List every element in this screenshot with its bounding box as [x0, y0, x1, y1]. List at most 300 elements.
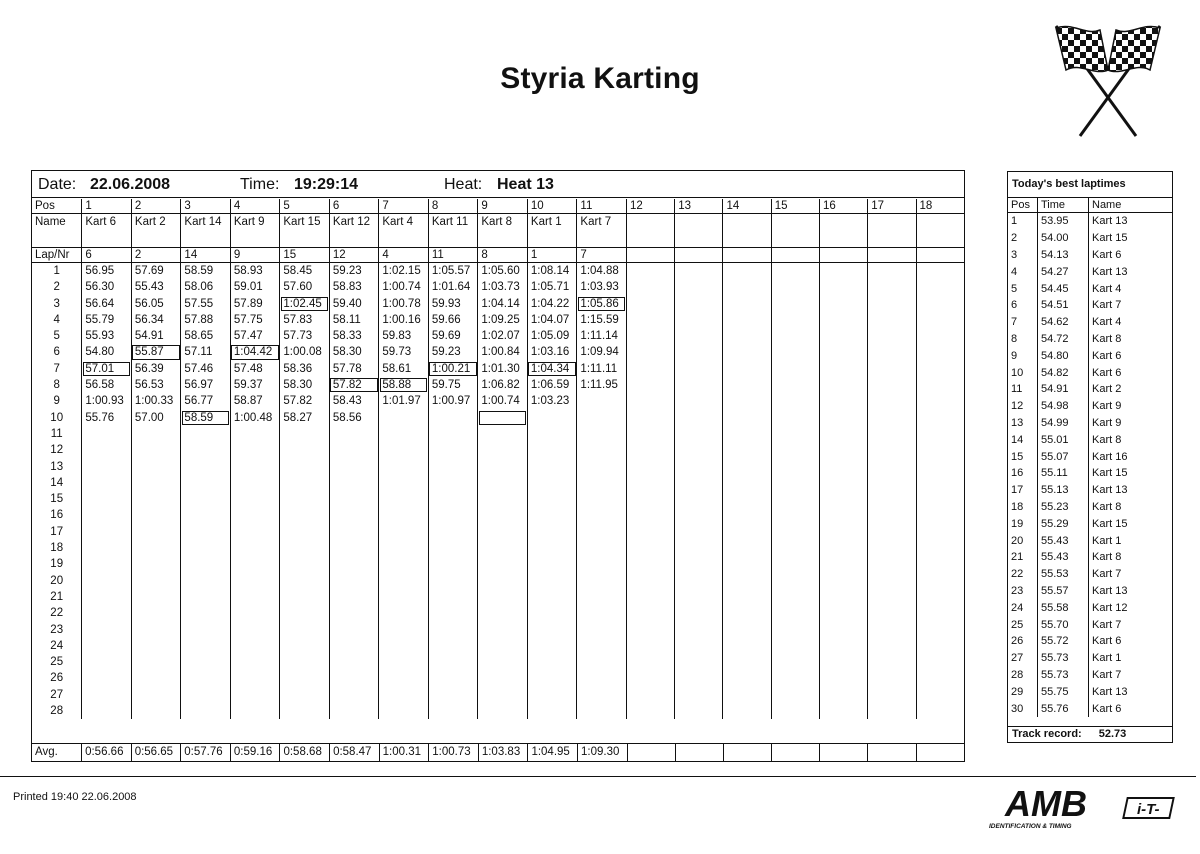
lap-number: 6	[53, 346, 60, 359]
heat-value: Heat 13	[497, 176, 554, 193]
best-lap-time: 55.72	[1038, 633, 1089, 650]
lap-row	[32, 263, 964, 280]
lap-time-cell	[379, 687, 429, 703]
lap-time-cell	[820, 410, 868, 426]
lap-time-cell: 1:00.93	[82, 393, 132, 409]
lap-time-cell	[820, 361, 868, 377]
best-lap-row	[1008, 566, 1172, 583]
avg-cell	[675, 744, 723, 761]
lap-time-cell: 56.58	[82, 377, 132, 393]
best-lap-name: Kart 8	[1092, 433, 1122, 446]
lap-time-cell: 58.11	[329, 312, 378, 328]
best-lap-pos: 11	[1011, 383, 1023, 396]
best-lap-row	[1008, 633, 1172, 650]
lap-time-cell	[577, 540, 627, 556]
lap-time-cell: 55.43	[131, 279, 181, 295]
lap-time-cell	[329, 670, 378, 686]
lap-time-cell	[675, 312, 723, 328]
best-lap-time: 55.70	[1038, 616, 1089, 633]
best-lap-time: 55.58	[1038, 599, 1089, 616]
best-lap-row	[1008, 213, 1172, 230]
best-lap-name: Kart 15	[1092, 517, 1128, 530]
lap-time-cell	[577, 638, 627, 654]
lap-time-cell	[329, 622, 378, 638]
lap-time-cell: 1:00.84	[478, 344, 528, 360]
best-laptimes-table	[1008, 198, 1172, 717]
lap-time-cell	[626, 491, 674, 507]
lap-time-cell	[478, 605, 528, 621]
lap-time-cell	[626, 703, 674, 719]
best-lap-pos: 19	[1011, 517, 1024, 530]
lap-time-cell: 57.00	[131, 410, 181, 426]
lap-time-cell	[82, 556, 132, 572]
lap-time-cell	[626, 556, 674, 572]
best-lap-name: Kart 8	[1092, 332, 1122, 345]
best-lap-time-cell: 1:04.42	[230, 344, 280, 360]
lap-time-cell	[916, 410, 964, 426]
lap-time-cell: 1:00.78	[379, 296, 429, 312]
best-lap-name: Kart 6	[1092, 248, 1122, 261]
lap-time-cell: 1:04.14	[478, 296, 528, 312]
lap-row	[32, 589, 964, 605]
lap-row	[32, 328, 964, 344]
lap-time-cell	[379, 589, 429, 605]
lap-time-cell: 57.55	[181, 296, 230, 312]
lap-time-cell	[868, 344, 916, 360]
best-lap-row	[1008, 532, 1172, 549]
lap-time-cell	[771, 426, 819, 442]
lap-time-cell	[820, 377, 868, 393]
position-cell: 16	[820, 199, 868, 214]
best-lap-time: 53.95	[1038, 213, 1089, 230]
best-lap-name: Kart 7	[1092, 568, 1122, 581]
lap-time-cell	[230, 670, 280, 686]
lap-time-cell	[771, 263, 819, 280]
lap-time-cell	[723, 475, 771, 491]
lap-time-cell	[820, 670, 868, 686]
kart-name-row	[32, 214, 964, 248]
lap-row	[32, 475, 964, 491]
lap-time-cell	[771, 442, 819, 458]
lap-time-cell	[181, 589, 230, 605]
lap-time-cell: 58.59	[181, 263, 230, 280]
lap-time-cell	[577, 703, 627, 719]
kart-number-cell	[771, 248, 819, 263]
lap-time-cell: 57.88	[181, 312, 230, 328]
lap-time-cell	[131, 670, 181, 686]
lap-time-cell	[820, 475, 868, 491]
lap-time-cell	[577, 393, 627, 409]
lap-time-cell	[868, 703, 916, 719]
lap-time-cell	[916, 263, 964, 280]
best-lap-row	[1008, 465, 1172, 482]
lap-time-cell: 57.11	[181, 344, 230, 360]
kart-name-cell	[675, 214, 723, 248]
lap-time-cell: 57.78	[329, 361, 378, 377]
lap-time-cell	[820, 638, 868, 654]
lap-time-cell	[820, 524, 868, 540]
lap-time-cell	[675, 442, 723, 458]
lap-time-cell	[723, 328, 771, 344]
lap-time-cell	[131, 491, 181, 507]
lap-row	[32, 410, 964, 426]
lap-time-cell	[820, 556, 868, 572]
lap-time-cell	[280, 589, 330, 605]
lap-number: 22	[50, 607, 64, 620]
lap-time-cell	[771, 524, 819, 540]
lap-time-cell	[626, 507, 674, 523]
kart-number-cell: 11	[428, 248, 478, 263]
lap-time-cell	[280, 507, 330, 523]
best-lap-pos: 10	[1011, 366, 1024, 379]
time-label: Time:	[240, 176, 280, 193]
lap-time-cell: 1:05.57	[428, 263, 478, 280]
lap-time-cell	[626, 540, 674, 556]
lap-time-cell	[626, 687, 674, 703]
lap-time-cell: 59.83	[379, 328, 429, 344]
best-lap-time-cell: 58.88	[379, 377, 429, 393]
position-cell: 7	[379, 199, 429, 214]
lap-time-cell	[230, 573, 280, 589]
best-lap-row	[1008, 583, 1172, 600]
lap-row	[32, 556, 964, 572]
lap-time-cell: 58.30	[329, 344, 378, 360]
lap-time-cell: 1:03.93	[577, 279, 627, 295]
lap-time-cell: 1:11.11	[577, 361, 627, 377]
position-row	[32, 199, 964, 214]
lap-times-table	[32, 199, 964, 719]
lap-time-cell	[428, 442, 478, 458]
lap-time-cell	[820, 654, 868, 670]
lap-time-cell: 58.43	[329, 393, 378, 409]
heat-header	[32, 171, 964, 198]
lap-time-cell: 57.89	[230, 296, 280, 312]
lap-time-cell	[771, 703, 819, 719]
lap-row	[32, 426, 964, 442]
lap-time-cell	[868, 524, 916, 540]
best-lap-time: 55.76	[1038, 700, 1089, 717]
lap-time-cell	[626, 279, 674, 295]
lap-time-cell	[577, 670, 627, 686]
lap-time-cell	[820, 687, 868, 703]
kart-number-cell	[723, 248, 771, 263]
lap-time-cell	[428, 703, 478, 719]
kart-name-cell: Kart 8	[478, 214, 528, 248]
avg-cell	[627, 744, 675, 761]
date-label: Date:	[38, 176, 77, 193]
best-lap-pos: 26	[1011, 635, 1024, 648]
kart-name-cell: Kart 7	[577, 214, 627, 248]
best-lap-time: 54.00	[1038, 230, 1089, 247]
lap-time-cell: 58.36	[280, 361, 330, 377]
lap-time-cell	[675, 491, 723, 507]
lap-time-cell	[675, 296, 723, 312]
lap-time-cell	[626, 524, 674, 540]
lap-time-cell	[230, 687, 280, 703]
lap-time-cell	[868, 361, 916, 377]
lap-time-cell	[868, 410, 916, 426]
lap-time-cell	[675, 426, 723, 442]
best-laptimes-panel	[1007, 171, 1173, 743]
lap-time-cell: 56.30	[82, 279, 132, 295]
lap-time-cell	[379, 491, 429, 507]
lap-time-cell	[329, 491, 378, 507]
lap-time-cell	[675, 507, 723, 523]
avg-cell: 0:58.68	[280, 744, 330, 761]
lap-time-cell	[868, 687, 916, 703]
kart-number-cell: 8	[478, 248, 528, 263]
best-lap-row	[1008, 247, 1172, 264]
avg-cell: 1:04.95	[528, 744, 578, 761]
lap-time-cell	[379, 638, 429, 654]
best-lap-pos: 15	[1011, 450, 1024, 463]
position-cell: 8	[428, 199, 478, 214]
best-lap-row	[1008, 331, 1172, 348]
checkered-flags-icon	[1038, 22, 1178, 140]
best-lap-pos: 17	[1011, 484, 1024, 497]
lap-row	[32, 622, 964, 638]
lap-time-cell	[131, 540, 181, 556]
best-lap-row	[1008, 515, 1172, 532]
best-lap-time-cell: 55.87	[131, 344, 181, 360]
lap-time-cell	[82, 605, 132, 621]
lap-time-cell	[771, 475, 819, 491]
lap-number: 18	[50, 542, 64, 555]
lap-time-cell	[626, 442, 674, 458]
best-lap-name: Kart 8	[1092, 500, 1122, 513]
lap-time-cell: 58.56	[329, 410, 378, 426]
lap-time-cell	[916, 573, 964, 589]
best-lap-row	[1008, 347, 1172, 364]
lap-time-cell	[527, 654, 577, 670]
best-lap-row	[1008, 381, 1172, 398]
lap-time-cell	[577, 491, 627, 507]
lap-time-cell	[230, 654, 280, 670]
lap-time-cell	[626, 426, 674, 442]
col-pos-header: Pos	[1008, 198, 1038, 213]
kart-name-cell	[626, 214, 674, 248]
lap-time-cell	[820, 279, 868, 295]
lap-time-cell	[868, 263, 916, 280]
lap-time-cell: 59.66	[428, 312, 478, 328]
lap-time-cell	[131, 589, 181, 605]
lap-time-cell	[428, 654, 478, 670]
best-lap-time: 54.72	[1038, 331, 1089, 348]
lap-number: 20	[50, 574, 64, 587]
lap-time-cell	[771, 638, 819, 654]
lap-time-cell	[527, 703, 577, 719]
lap-time-cell	[771, 393, 819, 409]
page-title: Styria Karting	[500, 62, 700, 95]
lap-time-cell	[527, 622, 577, 638]
kart-number-cell: 4	[379, 248, 429, 263]
lap-time-cell	[771, 296, 819, 312]
best-lap-name: Kart 13	[1092, 584, 1128, 597]
lap-number: 11	[50, 427, 63, 440]
best-lap-pos: 25	[1011, 618, 1024, 631]
lap-time-cell: 56.34	[131, 312, 181, 328]
lap-time-cell	[916, 442, 964, 458]
best-lap-name: Kart 7	[1092, 299, 1122, 312]
lap-time-cell: 57.83	[280, 312, 330, 328]
lap-time-cell	[379, 426, 429, 442]
track-record	[1008, 726, 1172, 742]
kart-name-cell: Kart 2	[131, 214, 181, 248]
lap-time-cell	[379, 703, 429, 719]
lap-time-cell: 1:05.71	[527, 279, 577, 295]
lap-time-cell	[181, 605, 230, 621]
position-cell: 12	[626, 199, 674, 214]
best-lap-pos: 12	[1011, 400, 1024, 413]
lap-time-cell	[723, 263, 771, 280]
avg-cell: 0:59.16	[230, 744, 280, 761]
lap-number: 28	[50, 705, 64, 718]
lap-time-cell	[723, 687, 771, 703]
lap-time-cell	[771, 622, 819, 638]
kart-name-cell	[723, 214, 771, 248]
lap-time-cell: 57.60	[280, 279, 330, 295]
best-lap-pos: 14	[1011, 433, 1024, 446]
lap-row	[32, 296, 964, 312]
best-lap-name: Kart 7	[1092, 668, 1122, 681]
lap-time-cell	[820, 344, 868, 360]
lap-time-cell	[771, 312, 819, 328]
lap-time-cell	[131, 556, 181, 572]
lap-time-cell	[379, 670, 429, 686]
lap-time-cell	[82, 426, 132, 442]
lap-time-cell	[675, 459, 723, 475]
lap-time-cell	[527, 638, 577, 654]
lap-time-cell	[771, 328, 819, 344]
lap-time-cell	[131, 622, 181, 638]
lap-time-cell	[675, 638, 723, 654]
track-record-value: 52.73	[1098, 728, 1127, 740]
lap-time-cell	[675, 540, 723, 556]
lap-time-cell	[527, 605, 577, 621]
lap-time-cell	[916, 605, 964, 621]
lap-time-cell	[626, 638, 674, 654]
lap-time-cell: 1:05.09	[527, 328, 577, 344]
kart-number-cell: 1	[527, 248, 577, 263]
lap-time-cell	[868, 442, 916, 458]
avg-cell	[772, 744, 820, 761]
lap-time-cell	[771, 410, 819, 426]
lap-time-cell: 1:04.07	[527, 312, 577, 328]
best-lap-pos: 2	[1011, 232, 1018, 245]
lap-time-cell	[181, 703, 230, 719]
lap-time-cell	[329, 589, 378, 605]
lap-row	[32, 670, 964, 686]
kart-name-cell	[771, 214, 819, 248]
best-lap-name: Kart 13	[1092, 265, 1128, 278]
lap-time-cell	[820, 393, 868, 409]
heat-results-sheet	[31, 170, 965, 762]
position-cell: 10	[527, 199, 577, 214]
lap-time-cell	[131, 654, 181, 670]
lap-time-cell	[868, 670, 916, 686]
lap-time-cell	[577, 573, 627, 589]
lap-time-cell	[478, 442, 528, 458]
lap-time-cell: 55.76	[82, 410, 132, 426]
kart-name-cell: Kart 15	[280, 214, 330, 248]
lap-time-cell	[379, 524, 429, 540]
lap-time-cell: 1:03.16	[527, 344, 577, 360]
lap-time-cell	[723, 540, 771, 556]
lap-time-cell	[723, 670, 771, 686]
lap-row	[32, 377, 964, 393]
kart-number-row	[32, 248, 964, 263]
lap-time-cell	[868, 507, 916, 523]
lap-time-cell	[230, 605, 280, 621]
lap-row	[32, 361, 964, 377]
lap-time-cell	[771, 459, 819, 475]
kart-number-cell	[868, 248, 916, 263]
kart-number-cell: 9	[230, 248, 280, 263]
best-lap-pos: 24	[1011, 601, 1024, 614]
lap-time-cell: 1:00.08	[280, 344, 330, 360]
lap-time-cell	[181, 573, 230, 589]
best-lap-time: 55.13	[1038, 482, 1089, 499]
lap-time-cell	[280, 540, 330, 556]
best-lap-name: Kart 15	[1092, 232, 1128, 245]
lap-time-cell: 54.91	[131, 328, 181, 344]
kart-name-cell: Kart 11	[428, 214, 478, 248]
best-lap-pos: 29	[1011, 685, 1024, 698]
lap-time-cell	[379, 540, 429, 556]
best-lap-time: 54.45	[1038, 280, 1089, 297]
col-name-header: Name	[1089, 198, 1173, 213]
lap-time-cell	[916, 638, 964, 654]
lap-time-cell	[868, 556, 916, 572]
best-lap-name: Kart 6	[1092, 702, 1122, 715]
lap-time-cell: 54.80	[82, 344, 132, 360]
lap-time-cell: 1:00.97	[428, 393, 478, 409]
lap-time-cell: 59.23	[329, 263, 378, 280]
lap-time-cell	[379, 410, 429, 426]
lap-time-cell	[771, 654, 819, 670]
lap-time-cell	[230, 622, 280, 638]
position-cell: 6	[329, 199, 378, 214]
lap-time-cell	[527, 491, 577, 507]
lap-row	[32, 703, 964, 719]
lap-number: 10	[50, 411, 64, 424]
lap-time-cell	[428, 540, 478, 556]
lap-time-cell	[916, 361, 964, 377]
kart-number-cell: 15	[280, 248, 330, 263]
best-lap-row	[1008, 398, 1172, 415]
best-lap-time: 55.53	[1038, 566, 1089, 583]
avg-cell: 1:00.73	[429, 744, 479, 761]
avg-cell: 0:57.76	[181, 744, 231, 761]
lap-number: 9	[53, 395, 60, 408]
lap-time-cell: 57.47	[230, 328, 280, 344]
lap-time-cell	[527, 687, 577, 703]
lap-time-cell	[771, 507, 819, 523]
lap-time-cell: 59.40	[329, 296, 378, 312]
lap-time-cell	[428, 622, 478, 638]
lap-time-cell	[181, 459, 230, 475]
logo-text: AMB	[1005, 783, 1087, 824]
lap-time-cell	[82, 687, 132, 703]
best-lap-time: 54.13	[1038, 247, 1089, 264]
lap-time-cell: 1:11.14	[577, 328, 627, 344]
lap-row	[32, 654, 964, 670]
lap-time-cell	[280, 638, 330, 654]
lap-time-cell	[478, 654, 528, 670]
lap-time-cell	[675, 344, 723, 360]
lap-time-cell	[379, 654, 429, 670]
lap-number: 23	[50, 623, 64, 636]
